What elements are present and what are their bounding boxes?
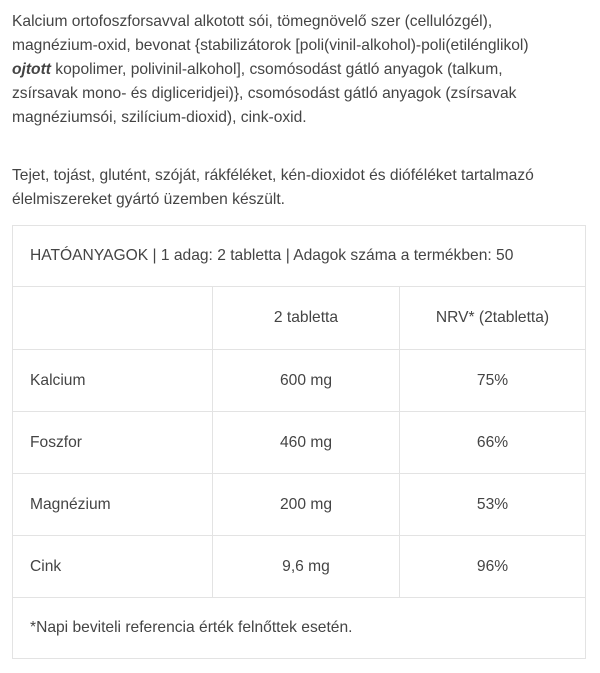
nutrient-nrv: 53% [400, 474, 586, 536]
nutrition-table [12, 225, 586, 659]
ingredients-line [12, 58, 592, 82]
nrv-footnote: *Napi beviteli referencia érték felnőttek esetén. [13, 598, 586, 659]
ingredients-line: magnéziumsói, szilícium-dioxid), cink-oxid. [12, 109, 307, 126]
allergen-facility-note [12, 164, 592, 212]
table-row [13, 474, 586, 536]
nutrient-amount: 9,6 mg [213, 536, 400, 598]
column-header-row [13, 287, 586, 350]
nutrient-name: Kalcium [13, 350, 213, 412]
nutrient-nrv: 96% [400, 536, 586, 598]
facility-line: Tejet, tojást, glutént, szóját, rákféléket, kén-dioxidot és dióféléket tartalmazó [12, 167, 534, 184]
facility-line: élelmiszereket gyártó üzemben készült. [12, 191, 286, 208]
ingredients-line: zsírsavak mono- és digliceridjei)}, csomósodást gátló anyagok (zsírsavak [12, 85, 517, 102]
nutrient-amount: 460 mg [213, 412, 400, 474]
ingredients-line: magnézium-oxid, bevonat {stabilizátorok [poli(vinil-alkohol)-poli(etilénglikol) [12, 37, 529, 54]
table-row [13, 350, 586, 412]
table-footer-row [13, 598, 586, 659]
active-ingredients-header: HATÓANYAGOK | 1 adag: 2 tabletta | Adagok száma a termékben: 50 [13, 226, 586, 287]
nutrient-amount: 200 mg [213, 474, 400, 536]
nutrient-name: Magnézium [13, 474, 213, 536]
table-header-row [13, 226, 586, 287]
table-row [13, 536, 586, 598]
nutrient-nrv: 75% [400, 350, 586, 412]
column-header-nrv: NRV* (2tabletta) [400, 287, 586, 350]
ingredients-paragraph [12, 10, 592, 130]
ingredients-line: Kalcium ortofoszforsavval alkotott sói, tömegnövelő szer (cellulózgél), [12, 13, 493, 30]
nutrient-amount: 600 mg [213, 350, 400, 412]
nutrient-name: Cink [13, 536, 213, 598]
column-header-empty [13, 287, 213, 350]
ingredients-emphasis: ojtott [12, 61, 51, 78]
nutrient-nrv: 66% [400, 412, 586, 474]
table-row [13, 412, 586, 474]
nutrient-name: Foszfor [13, 412, 213, 474]
ingredients-line-rest: kopolimer, polivinil-alkohol], csomósodást gátló anyagok (talkum, [50, 61, 503, 78]
column-header-amount: 2 tabletta [213, 287, 400, 350]
